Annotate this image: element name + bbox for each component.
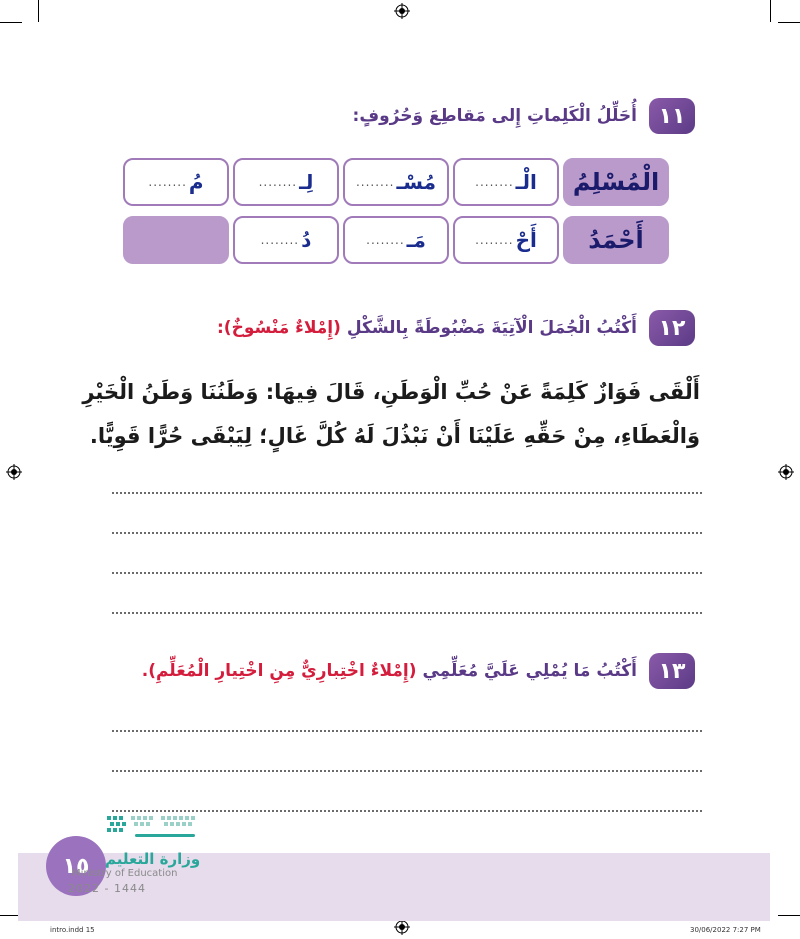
- syllable-text: مَـ: [406, 228, 426, 252]
- blank-dots: ........: [366, 233, 405, 247]
- syllable-cell[interactable]: [233, 216, 339, 264]
- instruction-main: أَكْتُبُ مَا يُمْلِي عَلَيَّ مُعَلِّمِي: [422, 661, 637, 681]
- writing-line[interactable]: [112, 492, 702, 494]
- syllable-text: دُ: [301, 228, 312, 252]
- syllable-cell[interactable]: [453, 216, 559, 264]
- question-instruction: [142, 661, 637, 681]
- writing-line[interactable]: [112, 810, 702, 812]
- blank-dots: ........: [260, 233, 300, 247]
- registration-mark-icon: [6, 464, 22, 480]
- instruction-highlight: (إِمْلاءٌ اخْتِبارِيٌّ مِنِ اخْتِيارِ الْمُعَلِّمِ).: [141, 661, 417, 681]
- print-timestamp: 30/06/2022 7:27 PM: [690, 926, 761, 934]
- syllable-cell[interactable]: [343, 216, 449, 264]
- syllable-text: لِـ: [299, 170, 314, 194]
- registration-mark-icon: [778, 464, 794, 480]
- crop-mark: [0, 22, 22, 23]
- syllable-cell[interactable]: [233, 158, 339, 206]
- file-slug: intro.indd 15: [50, 926, 95, 934]
- registration-mark-icon: [394, 3, 410, 19]
- word-cell: أَحْمَدُ: [563, 216, 669, 264]
- blank-dots: ........: [258, 175, 298, 189]
- syllable-cell[interactable]: [123, 158, 229, 206]
- paragraph-line: وَالْعَطَاءِ، مِنْ حَقِّهِ عَلَيْنَا أَنْ نَبْذُلَ لَهُ كُلَّ غَالٍ؛ لِيَبْقَى حُرًّا قَوِيًّا.: [89, 424, 700, 448]
- blank-dots: ........: [148, 175, 187, 189]
- question-number-badge: ١١: [649, 98, 695, 134]
- crop-mark: [778, 22, 800, 23]
- edition-year: 2022 - 1444: [68, 882, 146, 895]
- dictation-paragraph: [82, 370, 700, 458]
- syllable-table: [123, 158, 671, 268]
- question-13-header: [142, 653, 695, 689]
- question-number-badge: ١٢: [649, 310, 695, 346]
- instruction-highlight: (إِمْلاءٌ مَنْسُوخٌ):: [217, 318, 341, 338]
- page-number-badge: ١٥: [46, 836, 106, 896]
- question-12-header: [217, 310, 695, 346]
- instruction-main: أَكْتُبُ الْجُمَلَ الْآتِيَةَ مَضْبُوطَةً بِالشَّكْلِ: [346, 318, 637, 338]
- blank-dots: ........: [475, 175, 514, 189]
- ministry-name-arabic: وزارة التعليم: [105, 850, 201, 868]
- writing-line[interactable]: [112, 572, 702, 574]
- crop-mark: [38, 0, 39, 22]
- question-instruction: [217, 318, 637, 338]
- writing-line[interactable]: [112, 532, 702, 534]
- syllable-text: أَحْ: [515, 228, 537, 252]
- blank-dots: ........: [355, 175, 395, 189]
- blank-dots: ........: [475, 233, 514, 247]
- syllable-text: مُ: [188, 170, 204, 194]
- syllable-cell[interactable]: [343, 158, 449, 206]
- writing-line[interactable]: [112, 770, 702, 772]
- paragraph-line: أَلْقَى فَوَازٌ كَلِمَةً عَنْ حُبِّ الْوَطَنِ، قَالَ فِيهَا: وَطَنُنَا وَطَنُ الْخَيْرِ: [82, 380, 700, 404]
- question-number-badge: ١٣: [649, 653, 695, 689]
- registration-mark-icon: [394, 919, 410, 935]
- syllable-text: الْـ: [515, 170, 537, 194]
- syllable-text: مُسْـ: [396, 170, 437, 194]
- writing-line[interactable]: [112, 612, 702, 614]
- writing-line[interactable]: [112, 730, 702, 732]
- empty-filled-cell: [123, 216, 229, 264]
- word-cell: الْمُسْلِمُ: [563, 158, 669, 206]
- ministry-name-english: Ministry of Education: [72, 868, 178, 879]
- syllable-cell[interactable]: [453, 158, 559, 206]
- question-instruction: أُحَلِّلُ الْكَلِماتِ إِلى مَقاطِعَ وَحُرُوفٍ:: [352, 106, 637, 126]
- ministry-logo-icon: [105, 812, 200, 850]
- crop-mark: [770, 0, 771, 22]
- question-11-header: [353, 98, 695, 134]
- crop-mark: [778, 915, 800, 916]
